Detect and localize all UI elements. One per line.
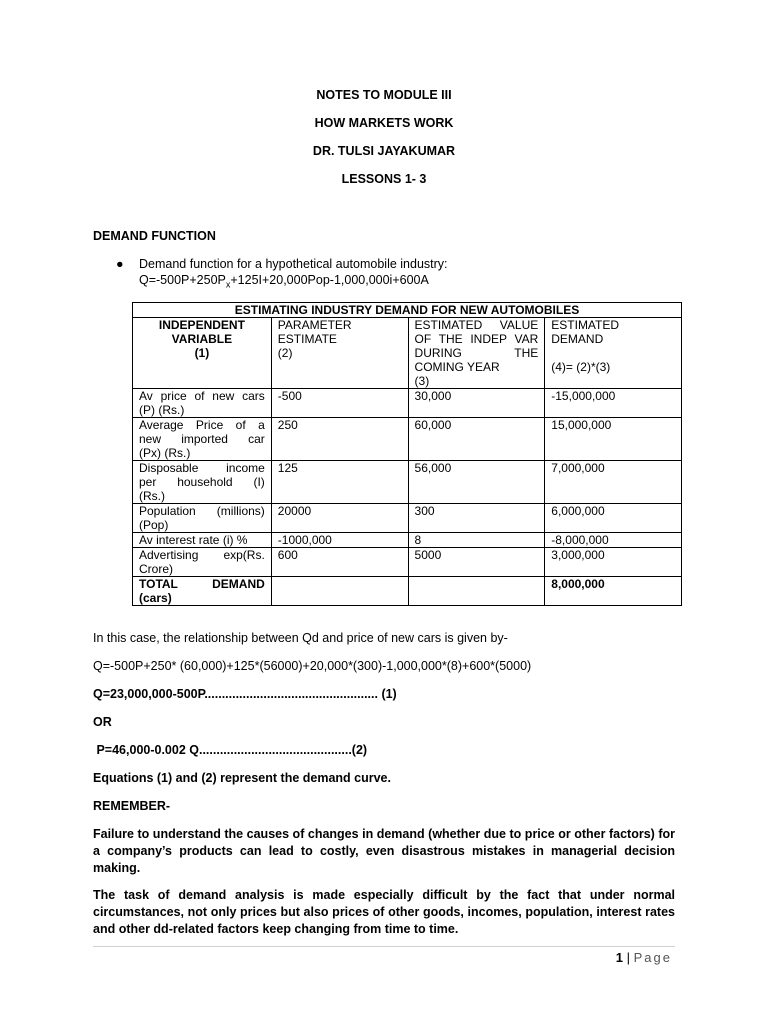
header-line-3: DR. TULSI JAYAKUMAR [312, 144, 456, 158]
col4-header-line: ESTIMATED [551, 318, 620, 332]
row-parameter: 250 [271, 418, 408, 461]
page-label: Page [633, 950, 672, 965]
col1-header-line: (1) [194, 346, 210, 360]
equation-2: P=46,000-0.002 Q............................................(2) [93, 743, 368, 757]
row-demand: -8,000,000 [545, 533, 682, 548]
row-value: 30,000 [408, 389, 545, 418]
col1-header-line: INDEPENDENT [158, 318, 245, 332]
row-variable [133, 418, 272, 461]
total-label-line: (cars) [139, 591, 172, 605]
col2-header-line: (2) [277, 346, 293, 360]
header-line-1: NOTES TO MODULE III [316, 88, 452, 102]
col-header-variable [133, 318, 272, 389]
header-line-4: LESSONS 1- 3 [341, 172, 427, 186]
demand-table [132, 302, 682, 606]
total-label [133, 577, 272, 606]
col3-header-line: COMING YEAR [414, 360, 500, 374]
bullet-text: Demand function for a hypothetical automobile industry: [139, 257, 448, 271]
row-value: 5000 [408, 548, 545, 577]
table-title-row [133, 303, 682, 318]
remember-heading: REMEMBER- [93, 799, 171, 813]
remember-paragraph-1: Failure to understand the causes of changes in demand (whether due to price or other factors) for a company’s products can lead to costly, even disastrous mistakes in managerial decision making. [93, 827, 675, 875]
table-row [133, 548, 682, 577]
row-demand: 3,000,000 [545, 548, 682, 577]
row-demand: -15,000,000 [545, 389, 682, 418]
page-number: 1 [615, 950, 623, 965]
variable-line: (Px) (Rs.) [139, 446, 191, 460]
expanded-equation: Q=-500P+250* (60,000)+125*(56000)+20,000*(300)-1,000,000*(8)+600*(5000) [93, 659, 532, 673]
variable-line: Average Price of a [139, 418, 265, 432]
col3-header-line: ESTIMATED VALUE [414, 318, 539, 332]
total-empty-cell [271, 577, 408, 606]
row-variable [133, 533, 272, 548]
row-parameter: 20000 [271, 504, 408, 533]
row-demand: 15,000,000 [545, 418, 682, 461]
variable-line: Advertising exp(Rs. [139, 548, 265, 562]
col-header-parameter [271, 318, 408, 389]
variable-line: (Pop) [139, 518, 169, 532]
row-parameter: -500 [271, 389, 408, 418]
row-value: 300 [408, 504, 545, 533]
total-value: 8,000,000 [545, 577, 682, 606]
footer-separator: | [626, 950, 630, 965]
row-value: 56,000 [408, 461, 545, 504]
body-paragraph: In this case, the relationship between Qd and price of new cars is given by- [93, 631, 508, 645]
equation-part-1: Q=-500P+250P [139, 273, 226, 287]
row-variable [133, 461, 272, 504]
table-row [133, 504, 682, 533]
table-row [133, 533, 682, 548]
table-header-row [133, 318, 682, 389]
variable-line: (Rs.) [139, 489, 165, 503]
row-value: 8 [408, 533, 545, 548]
bullet-dot: ● [116, 257, 124, 271]
col2-header-line: PARAMETER [277, 318, 352, 332]
variable-line: Av price of new cars [139, 389, 265, 403]
col3-header-line: OF THE INDEP VAR [414, 332, 539, 346]
variable-line: new imported car [139, 432, 265, 446]
variable-line: Av interest rate (i) % [139, 533, 248, 547]
variable-line: Crore) [139, 562, 174, 576]
demand-curve-note: Equations (1) and (2) represent the demand curve. [93, 771, 391, 785]
col-header-value [408, 318, 545, 389]
total-label-line: TOTAL DEMAND [139, 577, 265, 591]
col1-header-line: VARIABLE [171, 332, 233, 346]
total-empty-cell [408, 577, 545, 606]
equation-subscript: x [225, 279, 231, 290]
footer-divider [93, 946, 675, 947]
col4-header-line: DEMAND [551, 332, 604, 346]
row-parameter: -1000,000 [271, 533, 408, 548]
variable-line: Disposable income [139, 461, 265, 475]
row-parameter: 600 [271, 548, 408, 577]
section-title: DEMAND FUNCTION [93, 229, 216, 243]
row-parameter: 125 [271, 461, 408, 504]
table-total-row [133, 577, 682, 606]
row-variable [133, 548, 272, 577]
page-footer [616, 950, 672, 965]
row-demand: 6,000,000 [545, 504, 682, 533]
table-row [133, 389, 682, 418]
demand-equation [139, 273, 429, 290]
equation-part-2: +125I+20,000Pop-1,000,000i+600A [230, 273, 429, 287]
row-value: 60,000 [408, 418, 545, 461]
row-demand: 7,000,000 [545, 461, 682, 504]
equation-1: Q=23,000,000-500P.................................................. (1) [93, 687, 397, 701]
table-title: ESTIMATING INDUSTRY DEMAND FOR NEW AUTOMOBILES [133, 303, 682, 318]
col4-header-line: (4)= (2)*(3) [551, 360, 611, 374]
variable-line: Population (millions) [139, 504, 265, 518]
col2-header-line: ESTIMATE [277, 332, 337, 346]
col-header-demand [545, 318, 682, 389]
col3-header-line: DURING THE [414, 346, 539, 360]
or-label: OR [93, 715, 112, 729]
table-row [133, 461, 682, 504]
table-row [133, 418, 682, 461]
remember-paragraph-2: The task of demand analysis is made especially difficult by the fact that under normal circumstances, not only prices but also prices of other goods, incomes, population, interest rates and other dd-related factors keep changing from time to time. [93, 888, 675, 936]
row-variable [133, 504, 272, 533]
header-line-2: HOW MARKETS WORK [314, 116, 454, 130]
variable-line: per household (I) [139, 475, 265, 489]
col3-header-line: (3) [414, 374, 430, 388]
row-variable [133, 389, 272, 418]
variable-line: (P) (Rs.) [139, 403, 185, 417]
